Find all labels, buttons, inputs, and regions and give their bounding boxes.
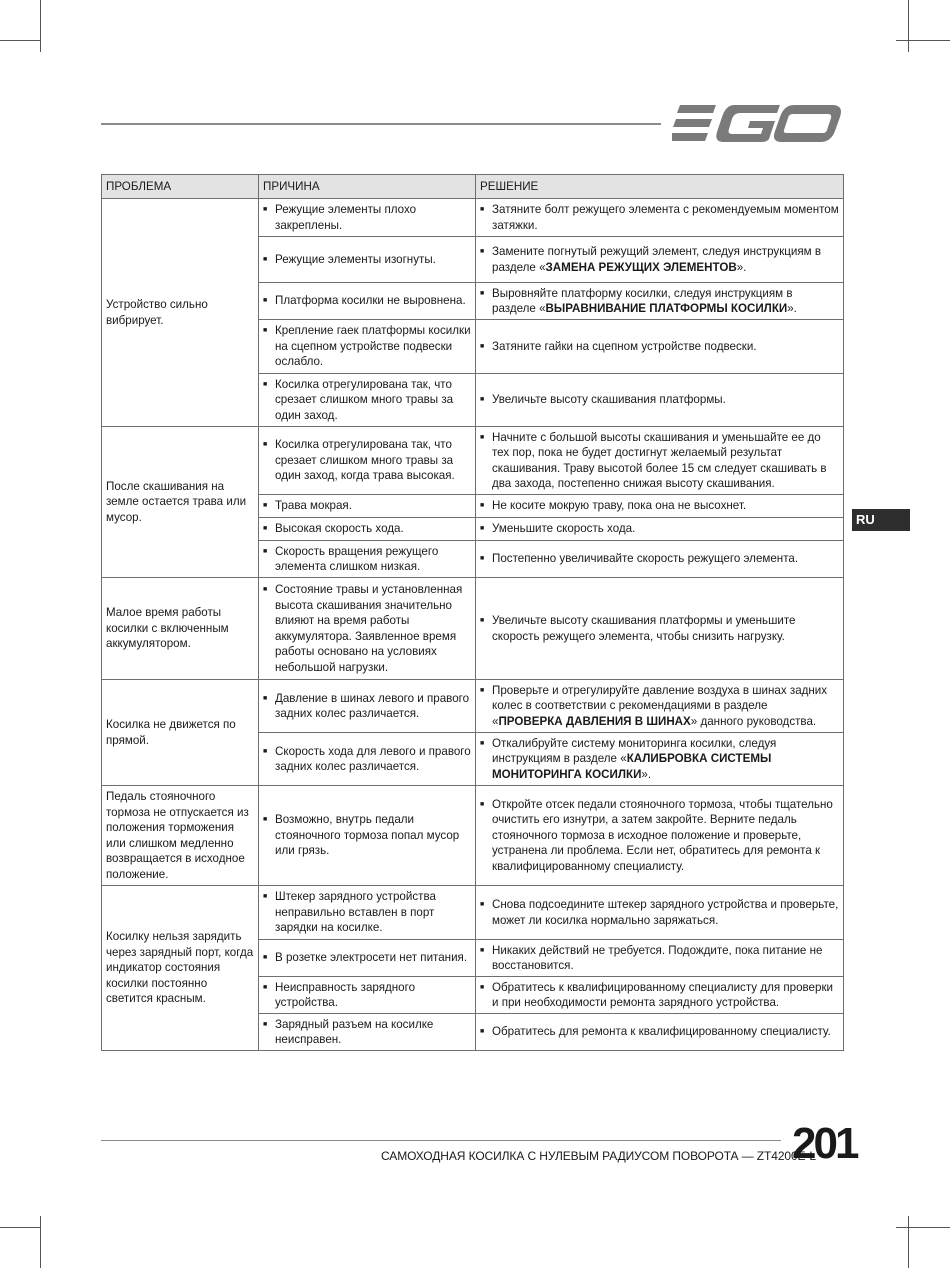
bullet-icon: ■ bbox=[480, 289, 485, 297]
crop-mark bbox=[908, 0, 909, 52]
bullet-icon: ■ bbox=[263, 525, 268, 533]
bullet-icon: ■ bbox=[263, 441, 268, 449]
cause-cell bbox=[259, 786, 476, 886]
cause-text: Неисправность зарядного устройства. bbox=[275, 980, 416, 1009]
solution-cell bbox=[476, 495, 844, 518]
solution-cell bbox=[476, 886, 844, 940]
solution-text: Не косите мокрую траву, пока она не высохнет. bbox=[492, 499, 747, 513]
solution-cell bbox=[476, 578, 844, 680]
solution-cell bbox=[476, 977, 844, 1014]
bullet-icon: ■ bbox=[263, 547, 268, 555]
solution-text: Увеличьте высоту скашивания платформы. bbox=[492, 393, 726, 407]
header-problem: ПРОБЛЕМА bbox=[102, 175, 259, 199]
cause-cell bbox=[259, 680, 476, 733]
problem-cell: Педаль стояночного тормоза не отпускается из положения торможения или слишком медленно возвращается в исходное положение. bbox=[102, 786, 259, 886]
problem-cell: Косилка не движется по прямой. bbox=[102, 680, 259, 786]
cause-cell bbox=[259, 977, 476, 1014]
cause-cell bbox=[259, 199, 476, 237]
solution-cell bbox=[476, 374, 844, 427]
solution-text: Обратитесь к квалифицированному специалисту для проверки и при необходимости ремонта зарядного устройства. bbox=[492, 980, 833, 1009]
bullet-icon: ■ bbox=[480, 901, 485, 908]
footer-rule bbox=[101, 1140, 781, 1141]
bullet-icon: ■ bbox=[263, 747, 268, 755]
cause-cell bbox=[259, 886, 476, 940]
header-rule bbox=[101, 123, 661, 125]
crop-mark bbox=[896, 1227, 950, 1228]
problem-cell: После скашивания на земле остается трава или мусор. bbox=[102, 427, 259, 578]
bullet-icon: ■ bbox=[480, 739, 485, 747]
bullet-icon: ■ bbox=[480, 433, 485, 441]
bullet-icon: ■ bbox=[263, 297, 268, 305]
bullet-icon: ■ bbox=[480, 617, 485, 624]
solution-text: Выровняйте платформу косилки, следуя инструкциям в разделе « bbox=[492, 286, 793, 315]
bullet-icon: ■ bbox=[263, 586, 268, 593]
cause-text: Крепление гаек платформы косилки на сцепном устройстве подвески ослабло. bbox=[275, 324, 471, 369]
language-tab: RU bbox=[852, 509, 910, 531]
cause-text: Состояние травы и установленная высота скашивания значительно влияют на время работы аккумулятора. Заявленное время работы основано на условиях небольшой нагрузки. bbox=[275, 583, 463, 674]
cause-text: Режущие элементы плохо закреплены. bbox=[275, 203, 417, 232]
cause-cell bbox=[259, 578, 476, 680]
solution-text: Замените погнутый режущий элемент, следуя инструкциям в разделе « bbox=[492, 245, 822, 274]
solution-cell bbox=[476, 237, 844, 283]
bullet-icon: ■ bbox=[480, 206, 485, 213]
bullet-icon: ■ bbox=[263, 502, 268, 510]
bullet-icon: ■ bbox=[480, 396, 485, 404]
solution-cell bbox=[476, 733, 844, 786]
solution-text: Начните с большой высоты скашивания и уменьшайте ее до тех пор, пока не будет достигнут желаемый результат скашивания. Траву высотой более 15 см следует скашивать в два захода, постепенно снижая высоту скашивания. bbox=[492, 430, 827, 490]
bullet-icon: ■ bbox=[480, 1028, 485, 1036]
cause-text: Косилка отрегулирована так, что срезает слишком много травы за один заход. bbox=[275, 377, 454, 422]
solution-text: Увеличьте высоту скашивания платформы и уменьшите скорость режущего элемента, чтобы снизить нагрузку. bbox=[492, 614, 796, 643]
crop-mark bbox=[908, 1216, 909, 1268]
cause-text: Режущие элементы изогнуты. bbox=[275, 252, 436, 266]
crop-mark bbox=[0, 1227, 40, 1228]
table-row bbox=[102, 427, 844, 495]
cause-text: Скорость хода для левого и правого задних колес различается. bbox=[275, 744, 471, 773]
solution-text: Затяните гайки на сцепном устройстве подвески. bbox=[492, 339, 757, 353]
solution-text: Уменьшите скорость хода. bbox=[492, 522, 636, 536]
header-solution: РЕШЕНИЕ bbox=[476, 175, 844, 199]
cause-text: Штекер зарядного устройства неправильно вставлен в порт зарядки на косилке. bbox=[275, 890, 436, 935]
bullet-icon: ■ bbox=[263, 255, 268, 263]
solution-text-end: ». bbox=[787, 302, 797, 315]
bullet-icon: ■ bbox=[480, 946, 485, 954]
solution-cell bbox=[476, 940, 844, 977]
bullet-icon: ■ bbox=[263, 893, 268, 901]
cause-cell bbox=[259, 518, 476, 541]
cause-cell bbox=[259, 283, 476, 320]
section-reference: ПРОВЕРКА ДАВЛЕНИЯ В ШИНАХ bbox=[498, 714, 691, 728]
crop-mark bbox=[896, 40, 950, 41]
table-row bbox=[102, 199, 844, 237]
footer-title: САМОХОДНАЯ КОСИЛКА С НУЛЕВЫМ РАДИУСОМ ПОВОРОТА — ZT4200E-L bbox=[381, 1149, 816, 1163]
cause-text: Давление в шинах левого и правого задних колес различается. bbox=[275, 691, 470, 720]
solution-cell bbox=[476, 680, 844, 733]
table-row bbox=[102, 886, 844, 940]
solution-cell bbox=[476, 320, 844, 374]
solution-text-end: » данного руководства. bbox=[690, 714, 817, 728]
cause-cell bbox=[259, 940, 476, 977]
bullet-icon: ■ bbox=[263, 954, 268, 962]
solution-cell bbox=[476, 283, 844, 320]
cause-cell bbox=[259, 374, 476, 427]
problem-cell: Устройство сильно вибрирует. bbox=[102, 199, 259, 427]
page-number: 201 bbox=[792, 1119, 857, 1168]
bullet-icon: ■ bbox=[263, 327, 268, 335]
solution-cell bbox=[476, 541, 844, 578]
crop-mark bbox=[40, 1216, 41, 1268]
header-cause: ПРИЧИНА bbox=[259, 175, 476, 199]
solution-text: Никаких действий не требуется. Подождите, пока питание не восстановится. bbox=[492, 943, 823, 972]
solution-text: Постепенно увеличивайте скорость режущего элемента. bbox=[492, 552, 799, 566]
solution-text-end: ». bbox=[736, 260, 747, 274]
solution-text-end: ». bbox=[641, 767, 652, 781]
solution-text: Затяните болт режущего элемента с рекомендуемым моментом затяжки. bbox=[492, 203, 839, 232]
solution-cell bbox=[476, 518, 844, 541]
cause-text: Платформа косилки не выровнена. bbox=[275, 294, 466, 308]
bullet-icon: ■ bbox=[263, 816, 268, 824]
bullet-icon: ■ bbox=[263, 206, 268, 213]
bullet-icon: ■ bbox=[263, 983, 268, 991]
solution-text: Снова подсоедините штекер зарядного устройства и проверьте, может ли косилка нормально заряжаться. bbox=[492, 898, 839, 927]
bullet-icon: ■ bbox=[480, 800, 485, 808]
cause-cell bbox=[259, 427, 476, 495]
solution-cell bbox=[476, 1014, 844, 1051]
ego-logo bbox=[672, 104, 844, 144]
bullet-icon: ■ bbox=[480, 342, 485, 350]
bullet-icon: ■ bbox=[480, 525, 485, 533]
cause-text: Высокая скорость хода. bbox=[275, 522, 404, 536]
troubleshooting-table bbox=[101, 174, 844, 1051]
table-row bbox=[102, 680, 844, 733]
bullet-icon: ■ bbox=[480, 686, 485, 694]
section-reference: КАЛИБРОВКА СИСТЕМЫ МОНИТОРИНГА КОСИЛКИ bbox=[492, 752, 772, 781]
bullet-icon: ■ bbox=[480, 248, 485, 255]
section-reference: ВЫРАВНИВАНИЕ ПЛАТФОРМЫ КОСИЛКИ bbox=[545, 302, 788, 315]
bullet-icon: ■ bbox=[480, 555, 485, 563]
cause-cell bbox=[259, 237, 476, 283]
crop-mark bbox=[0, 40, 40, 41]
cause-text: Косилка отрегулирована так, что срезает слишком много травы за один заход, когда трава высокая. bbox=[275, 438, 455, 483]
solution-cell bbox=[476, 199, 844, 237]
crop-mark bbox=[40, 0, 41, 52]
problem-cell: Малое время работы косилки с включенным аккумулятором. bbox=[102, 578, 259, 680]
cause-text: Зарядный разъем на косилке неисправен. bbox=[275, 1017, 434, 1046]
cause-cell bbox=[259, 1014, 476, 1051]
cause-text: Возможно, внутрь педали стояночного тормоза попал мусор или грязь. bbox=[275, 813, 460, 858]
solution-text: Проверьте и отрегулируйте давление воздуха в шинах задних колес в соответствии с рекомендациями в разделе « bbox=[492, 683, 828, 728]
bullet-icon: ■ bbox=[480, 502, 485, 510]
bullet-icon: ■ bbox=[263, 1020, 268, 1028]
cause-cell bbox=[259, 733, 476, 786]
solution-cell bbox=[476, 786, 844, 886]
cause-text: Трава мокрая. bbox=[275, 499, 352, 513]
cause-cell bbox=[259, 495, 476, 518]
solution-text: Откройте отсек педали стояночного тормоза, чтобы тщательно очистить его изнутри, а затем закройте. Верните педаль стояночного тормоза в исходное положение и проверьте, устранена ли проблема. Если нет, обратитесь для ремонта к квалифицированному специалисту. bbox=[492, 797, 833, 873]
solution-text: Обратитесь для ремонта к квалифицированному специалисту. bbox=[492, 1025, 831, 1039]
table-body bbox=[102, 199, 844, 1051]
table-row bbox=[102, 578, 844, 680]
bullet-icon: ■ bbox=[263, 380, 268, 388]
section-reference: ЗАМЕНА РЕЖУЩИХ ЭЛЕМЕНТОВ bbox=[545, 260, 737, 274]
bullet-icon: ■ bbox=[263, 694, 268, 702]
cause-text: В розетке электросети нет питания. bbox=[275, 951, 468, 965]
cause-text: Скорость вращения режущего элемента слишком низкая. bbox=[275, 544, 439, 573]
cause-cell bbox=[259, 320, 476, 374]
solution-cell bbox=[476, 427, 844, 495]
bullet-icon: ■ bbox=[480, 983, 485, 991]
table-row bbox=[102, 786, 844, 886]
cause-cell bbox=[259, 541, 476, 578]
problem-cell: Косилку нельзя зарядить через зарядный порт, когда индикатор состояния косилки постоянно светится красным. bbox=[102, 886, 259, 1051]
table-header-row bbox=[102, 175, 844, 199]
solution-text: Откалибруйте систему мониторинга косилки, следуя инструкциям в разделе « bbox=[492, 736, 777, 766]
